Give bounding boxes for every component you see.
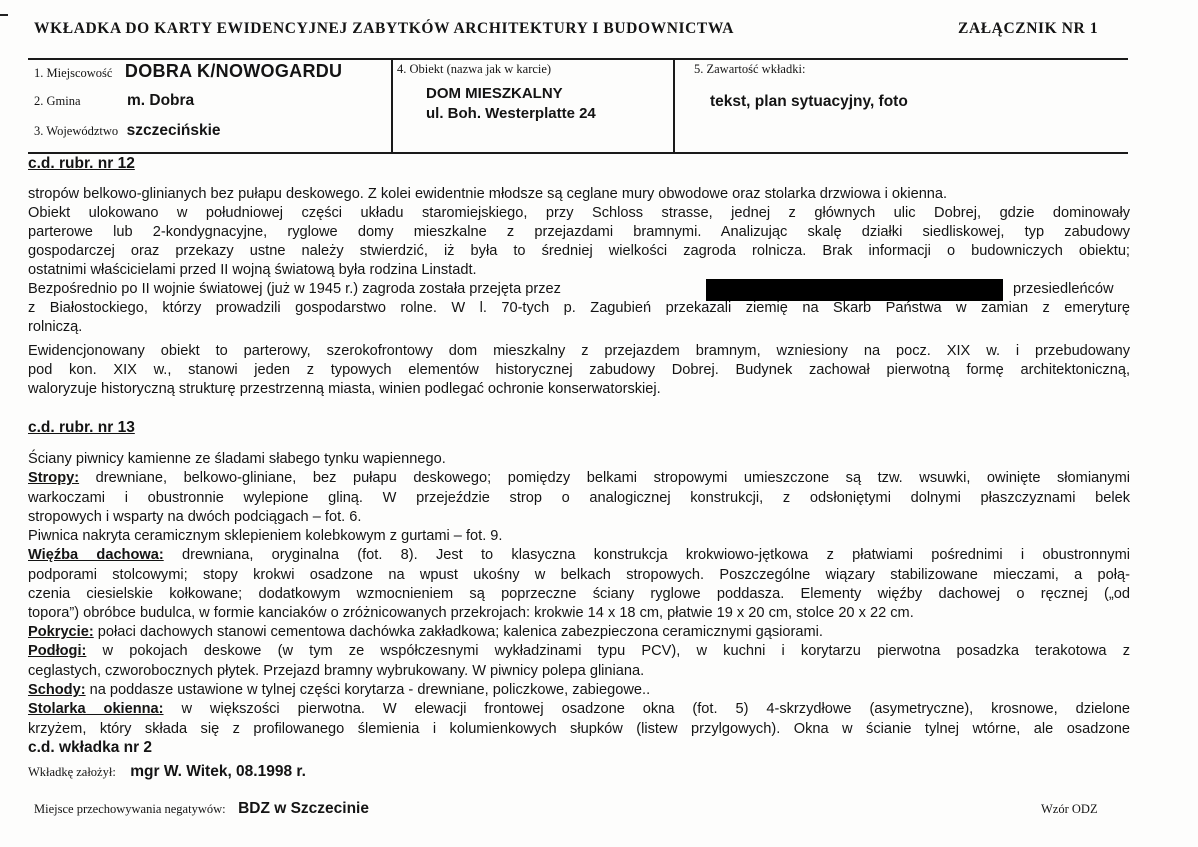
content-label: 5. Zawartość wkładki: xyxy=(694,62,806,76)
section-13-line: topora”) obróbce budulca, w formie kanciaków o zróżnicowanych przekrojach: krokwie 14 x 18 cm, płatwie 19 x 20 cm, stolce 20 x 22 cm. xyxy=(28,605,914,621)
section-12-line: pod kon. XIX w., stanowi jeden z typowych elementów historycznej zabudowy Dobrej. Budynek zachował pierwotną formę architektoniczną, xyxy=(28,362,1130,378)
section-12-line: parterowe lub 2-kondygnacyjne, ryglowe domy mieszkalne z przejazdami bramnymi. Analizując skalę działki siedliskowej, typ zabudowy xyxy=(28,224,1130,240)
section-12-line: Obiekt ulokowano w południowej części układu staromiejskiego, przy Schloss strasse, jednej z głównych ulic Dobrej, gdzie dominowały xyxy=(28,205,1130,221)
section-12-line: stropów belkowo-glinianych bez pułapu deskowego. Z kolei ewidentnie młodsze są ceglane mury obwodowe oraz stolarka drzwiowa i okienna. xyxy=(28,186,948,202)
box-top-border xyxy=(28,58,1128,60)
section-13-line: podporami stolcowymi; stopy krokwi osadzone na wpust ukośny w belkach stropowych. Poszczególne wiązary stabilizowane mieczami, a połą- xyxy=(28,567,1130,583)
box-divider-2 xyxy=(673,58,675,153)
stolarka-label: Stolarka okienna: xyxy=(28,701,164,717)
locality-value: DOBRA K/NOWOGARDU xyxy=(124,61,343,81)
object-address: ul. Boh. Westerplatte 24 xyxy=(426,105,596,122)
stolarka-line: Stolarka okienna: w większości pierwotna. W elewacji frontowej osadzone okna (fot. 5) 4-skrzydłowe (asymetryczne), krosnowe, dzielone xyxy=(28,701,1130,717)
insert-heading: c.d. wkładka nr 2 xyxy=(28,739,153,756)
section-12-line: przesiedleńców xyxy=(1013,281,1114,297)
section-12-line: Bezpośrednio po II wojnie światowej (już w 1945 r.) zagroda została przejęta przez xyxy=(28,281,561,297)
section-13-line: ceglastych, czworobocznych płytek. Przejazd bramny wybrukowany. W piwnicy polepa gliniana. xyxy=(28,663,645,679)
podlogi-label: Podłogi: xyxy=(28,643,87,659)
edge-mark xyxy=(0,14,8,16)
stropy-line: Stropy: drewniane, belkowo-gliniane, bez pułapu deskowego; pomiędzy belkami stropowymi umieszczone są tzw. wsuwki, owinięte słomianymi xyxy=(28,470,1130,486)
box-bottom-border xyxy=(28,152,1128,154)
created-by-label: Wkładkę założył: xyxy=(28,765,116,779)
redaction-box xyxy=(706,279,1003,301)
section-13-line: czenia ciesielskie kołkowane; dodatkowym wzmocnieniem są poprzeczne ściany ryglowe poddasza. Elementy więźby dachowej o ręcznej („od xyxy=(28,586,1130,602)
voivodeship-value: szczecińskie xyxy=(126,122,221,139)
commune-row xyxy=(34,92,194,110)
voivodeship-row xyxy=(34,122,221,140)
content-value: tekst, plan sytuacyjny, foto xyxy=(710,93,908,110)
section-13-line: stropowych i wsparty na dwóch podciągach – fot. 6. xyxy=(28,509,362,525)
locality-label: 1. Miejscowość xyxy=(34,66,113,80)
schody-label: Schody: xyxy=(28,682,86,698)
box-divider-1 xyxy=(391,58,393,153)
negatives-row xyxy=(34,800,369,818)
wiezba-line: Więźba dachowa: drewniana, oryginalna (fot. 8). Jest to klasyczna konstrukcja krokwiowo-jętkowa z płatwiami pośrednimi i obustronnymi xyxy=(28,547,1130,563)
annex-number: ZAŁĄCZNIK NR 1 xyxy=(958,20,1099,37)
locality-row xyxy=(34,61,342,82)
document-title: WKŁADKA DO KARTY EWIDENCYJNEJ ZABYTKÓW ARCHITEKTURY I BUDOWNICTWA xyxy=(34,20,735,37)
section-12-line: z Białostockiego, którzy prowadzili gospodarstwo rolne. W l. 70-tych p. Zagubień przekazali ziemię na Skarb Państwa w zamian z emeryturę xyxy=(28,300,1130,316)
schody-line: Schody: na poddasze ustawione w tylnej części korytarza - drewniane, policzkowe, zabiegowe.. xyxy=(28,682,651,698)
commune-value: m. Dobra xyxy=(126,92,195,109)
stropy-label: Stropy: xyxy=(28,470,80,486)
commune-label: 2. Gmina xyxy=(34,94,81,108)
form-template: Wzór ODZ xyxy=(1041,802,1098,816)
section-12-line: waloryzuje historyczną strukturę przestrzenną miasta, winien podlegać ochronie konserwatorskiej. xyxy=(28,381,661,397)
section-12-line: gospodarczej oraz przekazy ustne należy stwierdzić, iż była to średniej wielkości zagroda rolnicza. Brak informacji o budowniczych obiektu; xyxy=(28,243,1130,259)
created-by-row xyxy=(28,763,306,781)
pokrycie-line: Pokrycie: połaci dachowych stanowi cementowa dachówka zakładkowa; kalenica zabezpieczona ceramicznymi gąsiorami. xyxy=(28,624,823,640)
object-label: 4. Obiekt (nazwa jak w karcie) xyxy=(397,62,552,76)
section-12-line: rolniczą. xyxy=(28,319,83,335)
wiezba-label: Więźba dachowa: xyxy=(28,547,164,563)
pokrycie-label: Pokrycie: xyxy=(28,624,94,640)
voivodeship-label: 3. Województwo xyxy=(34,124,119,138)
negatives-value: BDZ w Szczecinie xyxy=(238,800,369,817)
section-13-line: krzyżem, który składa się z profilowanego ślemienia i kolumienkowych słupków (listew przylgowych). Okna w ścianie tylnej wtórne, ale osadzone xyxy=(28,721,1130,737)
podlogi-line: Podłogi: w pokojach deskowe (w tym ze współczesnymi wykładzinami typu PCV), w kuchni i korytarzu pierwotna posadzka terakotowa z xyxy=(28,643,1130,659)
section-12-line: ostatnimi właścicielami przed II wojną światową była rodzina Linstadt. xyxy=(28,262,477,278)
created-by-value: mgr W. Witek, 08.1998 r. xyxy=(130,763,306,780)
section-13-line: Piwnica nakryta ceramicznym sklepieniem kolebkowym z gurtami – fot. 9. xyxy=(28,528,503,544)
negatives-label: Miejsce przechowywania negatywów: xyxy=(34,802,226,816)
section-12-line: Ewidencjonowany obiekt to parterowy, szerokofrontowy dom mieszkalny z przejazdem bramnym, wzniesiony na pocz. XIX w. i przebudowany xyxy=(28,343,1130,359)
section-13-line: Ściany piwnicy kamienne ze śladami słabego tynku wapiennego. xyxy=(28,451,446,467)
object-name: DOM MIESZKALNY xyxy=(426,85,563,102)
section-12-heading: c.d. rubr. nr 12 xyxy=(28,155,135,172)
section-13-line: warkoczami i obustronnie wylepione gliną. W przejeździe strop o analogicznej konstrukcji, z odsłoniętymi dolnymi płaszczyznami belek xyxy=(28,490,1130,506)
section-13-heading: c.d. rubr. nr 13 xyxy=(28,419,135,436)
